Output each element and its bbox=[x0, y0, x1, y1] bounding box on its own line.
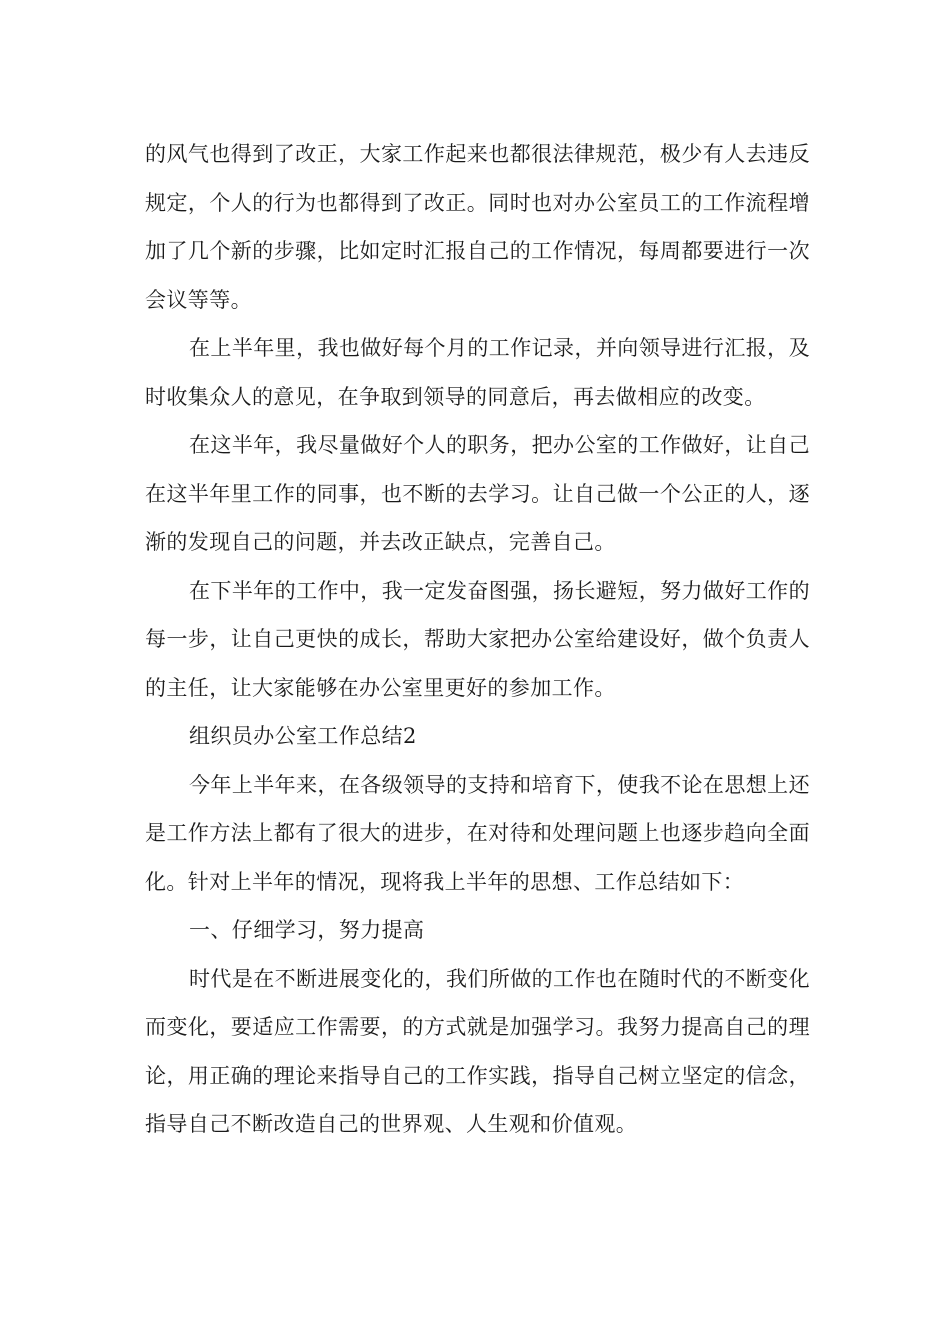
paragraph-3: 在这半年，我尽量做好个人的职务，把办公室的工作做好，让自己在这半年里工作的同事，也不断的去学习。让自己做一个公正的人，逐渐的发现自己的问题，并去改正缺点，完善自己。 bbox=[145, 433, 810, 554]
subheading-study: 一、仔细学习，努力提高 bbox=[189, 918, 425, 942]
paragraph-4: 在下半年的工作中，我一定发奋图强，扬长避短，努力做好工作的每一步，让自己更快的成长，帮助大家把办公室给建设好，做个负责人的主任，让大家能够在办公室里更好的参加工作。 bbox=[145, 578, 810, 700]
paragraph-5: 今年上半年来，在各级领导的支持和培育下，使我不论在思想上还是工作方法上都有了很大的进步，在对待和处理问题上也逐步趋向全面化。针对上半年的情况，现将我上半年的思想、工作总结如下： bbox=[145, 772, 810, 894]
paragraph-1: 的风气也得到了改正，大家工作起来也都很法律规范，极少有人去违反规定，个人的行为也都得到了改正。同时也对办公室员工的工作流程增加了几个新的步骤，比如定时汇报自己的工作情况，每周都要进行一次会议等等。 bbox=[145, 142, 810, 312]
paragraph-6: 时代是在不断进展变化的，我们所做的工作也在随时代的不断变化而变化，要适应工作需要，的方式就是加强学习。我努力提高自己的理论，用正确的理论来指导自己的工作实践，指导自己树立坚定的信念，指导自己不断改造自己的世界观、人生观和价值观。 bbox=[145, 966, 810, 1136]
paragraph-2: 在上半年里，我也做好每个月的工作记录，并向领导进行汇报，及时收集众人的意见，在争取到领导的同意后，再去做相应的改变。 bbox=[145, 336, 810, 409]
section-heading-summary-2: 组织员办公室工作总结2 bbox=[189, 724, 417, 748]
document-body bbox=[145, 130, 810, 1149]
